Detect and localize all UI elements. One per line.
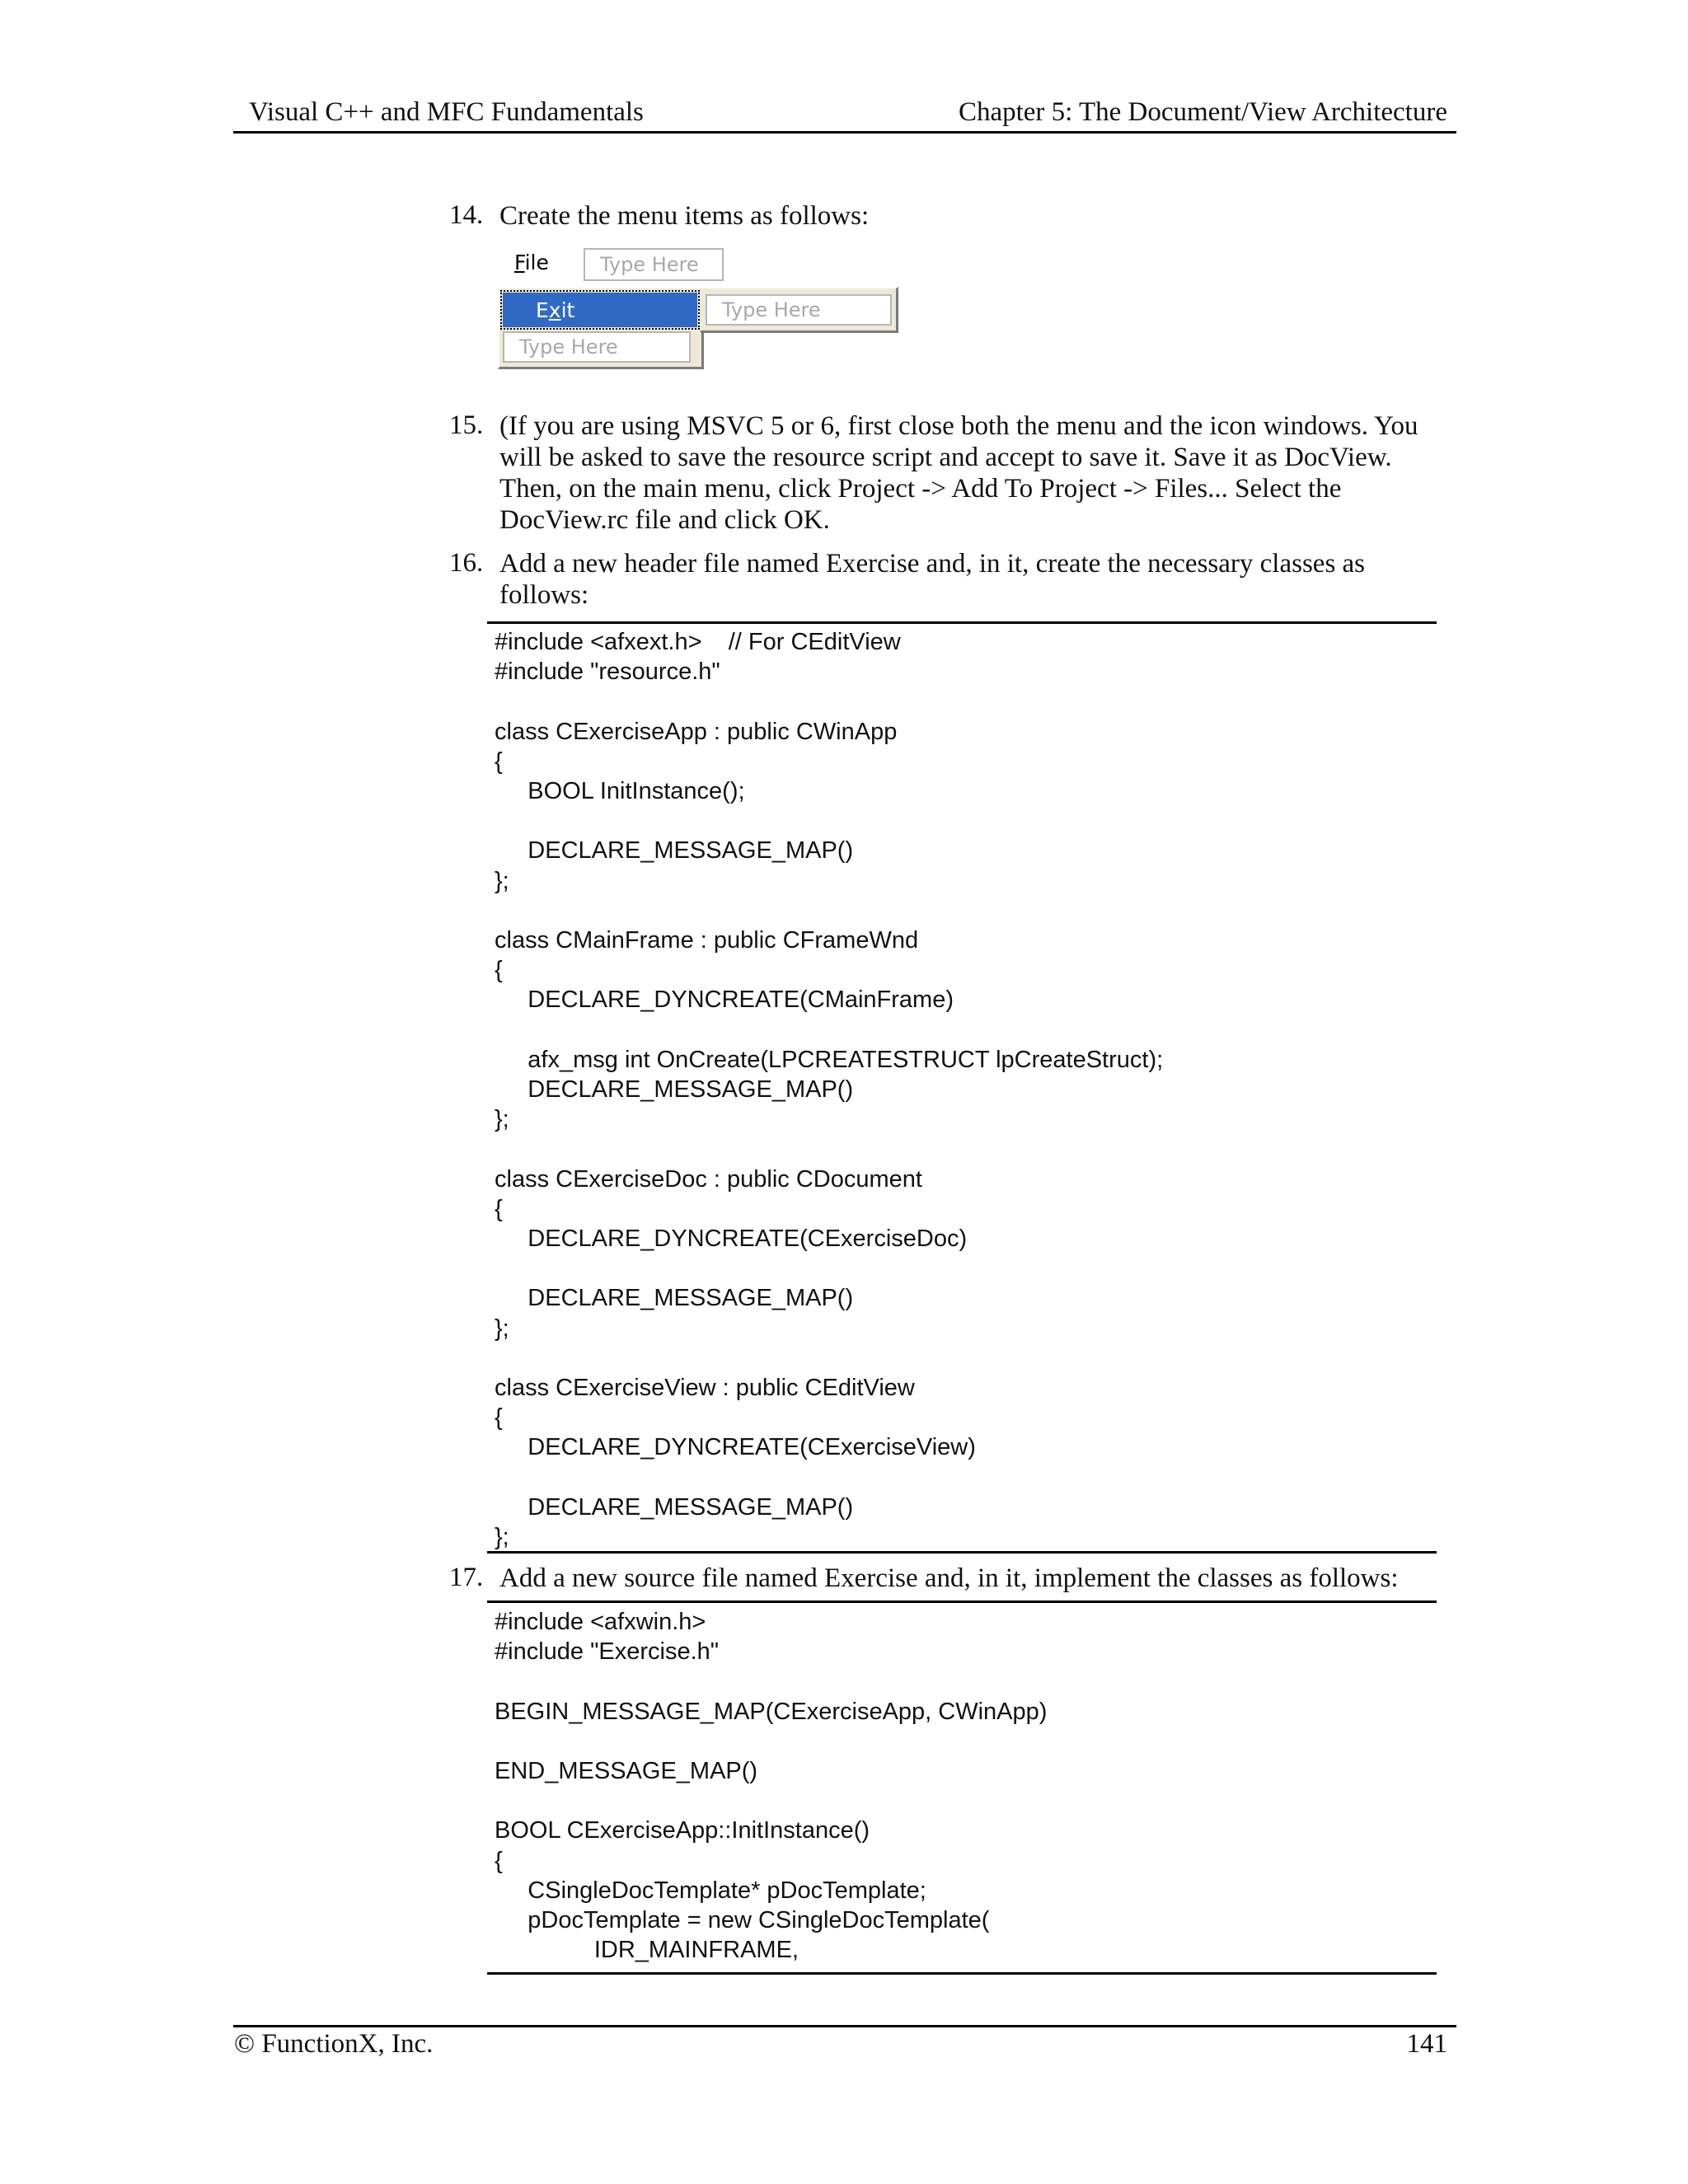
- running-header-chapter-title: Chapter 5: The Document/View Architecture: [958, 97, 1447, 127]
- menu-editor-screenshot: [498, 244, 910, 384]
- step-text-15: (If you are using MSVC 5 or 6, first close both the menu and the icon windows. You will be asked to save the resource script and accept to save it. Save it as DocView. Then, on the main menu, click Project -> Add To Project -> Files... Select the DocView.rc file and click OK.: [499, 411, 1418, 535]
- header-file-code: #include <afxext.h> // For CEditView #include "resource.h" class CExerciseApp : public CWinApp { BOOL InitInstance(); DECLARE_MESSAGE_MAP() }; class CMainFrame : public CFrameWnd { DECLARE_DYNCREATE(CMainFrame) afx_msg int OnCreate(LPCREATESTRUCT lpCreateStruct); DECLARE_MESSAGE_MAP() }; class CExerciseDoc : public CDocument { DECLARE_DYNCREATE(CExerciseDoc) DECLARE_MESSAGE_MAP() }; class CExerciseView : public CEditView { DECLARE_DYNCREATE(CExerciseView) DECLARE_MESSAGE_MAP() };: [495, 629, 1164, 1551]
- step-number-14: 14.: [449, 200, 484, 230]
- step-text-14: Create the menu items as follows:: [499, 201, 870, 231]
- step-number-15: 15.: [449, 410, 484, 440]
- code-box-bottom-rule: [487, 1972, 1437, 1975]
- step-text-17: Add a new source file named Exercise and, in it, implement the classes as follows:: [499, 1563, 1399, 1593]
- step-number-16: 16.: [449, 548, 484, 578]
- menu-file-text: File: [514, 251, 549, 274]
- menu-item-exit[interactable]: E x it: [503, 293, 697, 327]
- header-rule: [233, 131, 1456, 134]
- menu-type-here-side[interactable]: Type Here: [706, 294, 892, 326]
- code-box-top-rule: [487, 1601, 1437, 1603]
- menu-type-here-below[interactable]: Type Here: [503, 331, 691, 363]
- exit-submenu: [701, 287, 898, 333]
- menu-type-here-top[interactable]: Type Here: [584, 248, 724, 281]
- running-header-book-title: Visual C++ and MFC Fundamentals: [249, 97, 644, 127]
- footer-copyright: © FunctionX, Inc.: [234, 2029, 434, 2059]
- menu-file-label[interactable]: [514, 251, 549, 274]
- step-number-17: 17.: [449, 1563, 484, 1592]
- step-text-16: Add a new header file named Exercise and, in it, create the necessary classes as follows:: [499, 549, 1366, 610]
- source-file-code: #include <afxwin.h> #include "Exercise.h" BEGIN_MESSAGE_MAP(CExerciseApp, CWinApp) END_MESSAGE_MAP() BOOL CExerciseApp::InitInstance() { CSingleDocTemplate* pDocTemplate; pDocTemplate = new CSingleDocTemplate( IDR_MAINFRAME,: [495, 1609, 1048, 1964]
- code-box-bottom-rule: [487, 1551, 1437, 1554]
- page-number: 141: [1406, 2029, 1447, 2059]
- footer-rule: [233, 2025, 1456, 2027]
- code-box-top-rule: [487, 621, 1437, 624]
